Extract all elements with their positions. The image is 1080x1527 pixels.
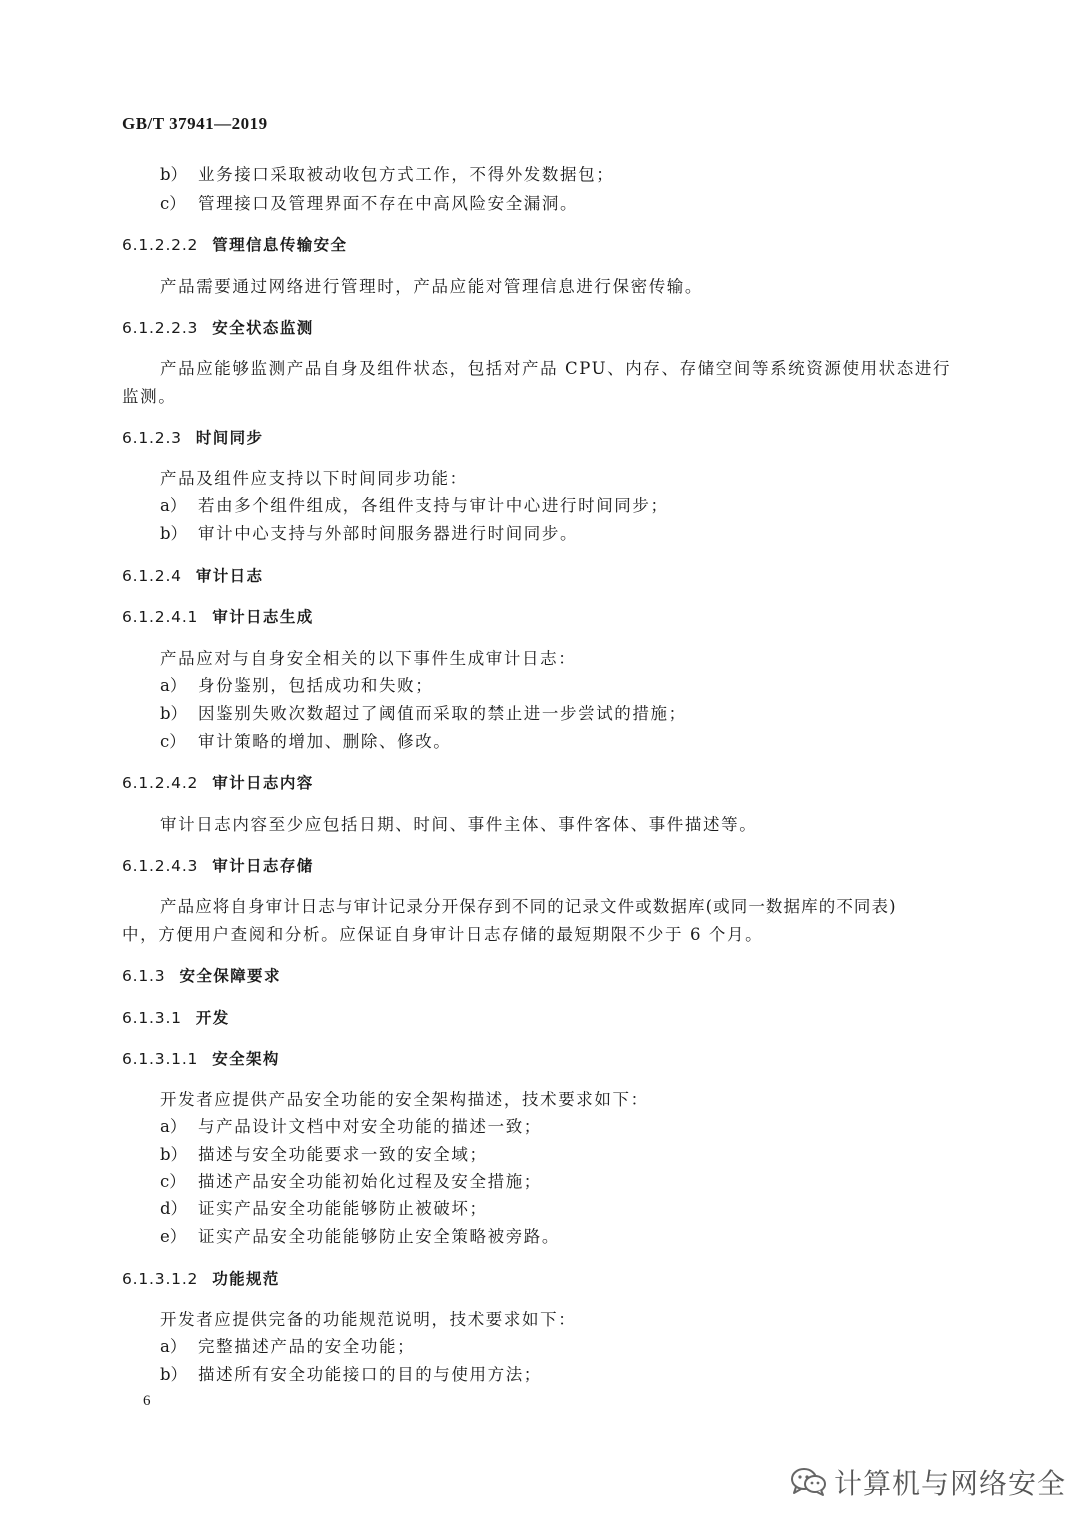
paragraph-continued: 中，方便用户查阅和分析。应保证自身审计日志存储的最短期限不少于 6 个月。: [122, 925, 764, 944]
list-text: 描述与安全功能要求一致的安全域；: [198, 1145, 488, 1164]
list-item: [160, 1198, 488, 1220]
list-label: b）: [160, 704, 188, 723]
list-item: [160, 495, 669, 517]
list-item: [160, 703, 687, 725]
list-item: [160, 164, 614, 186]
list-text: 因鉴别失败次数超过了阈值而采取的禁止进一步尝试的措施；: [198, 704, 687, 723]
section-title: 审计日志存储: [212, 857, 314, 875]
paragraph: 审计日志内容至少应包括日期、时间、事件主体、事件客体、事件描述等。: [160, 815, 758, 834]
list-label: a）: [160, 676, 187, 695]
list-item: [160, 731, 451, 753]
section-number: 6.1.3.1.1: [122, 1050, 199, 1068]
wechat-icon: [790, 1466, 828, 1498]
watermark-text: 计算机与网络安全: [834, 1467, 1067, 1500]
section-title: 安全状态监测: [212, 319, 314, 337]
list-label: c）: [160, 194, 186, 213]
list-label: e）: [160, 1227, 187, 1246]
section-title: 管理信息传输安全: [212, 236, 348, 254]
list-label: a）: [160, 1117, 187, 1136]
section-title: 时间同步: [195, 429, 264, 447]
section-number: 6.1.2.3: [122, 429, 182, 447]
list-item: [160, 1226, 560, 1248]
section-number: 6.1.2.2.2: [122, 236, 199, 254]
paragraph: 开发者应提供产品安全功能的安全架构描述，技术要求如下：: [160, 1090, 649, 1109]
list-item: [160, 1364, 542, 1386]
section-heading: [122, 1007, 230, 1029]
list-text: 管理接口及管理界面不存在中高风险安全漏洞。: [198, 194, 579, 213]
paragraph: 产品应对与自身安全相关的以下事件生成审计日志：: [160, 649, 577, 668]
list-text: 审计中心支持与外部时间服务器进行时间同步。: [198, 524, 579, 543]
list-text: 描述产品安全功能初始化过程及安全措施；: [198, 1172, 542, 1191]
list-item: [160, 1171, 542, 1193]
section-heading: [122, 855, 314, 877]
list-label: a）: [160, 1337, 187, 1356]
list-label: b）: [160, 1145, 188, 1164]
paragraph-continued: 监测。: [122, 387, 177, 406]
list-label: b）: [160, 165, 188, 184]
section-heading: [122, 1268, 280, 1290]
section-heading: [122, 427, 263, 449]
paragraph: 开发者应提供完备的功能规范说明，技术要求如下：: [160, 1310, 577, 1329]
list-text: 审计策略的增加、删除、修改。: [198, 732, 452, 751]
section-heading: [122, 606, 314, 628]
section-number: 6.1.2.4: [122, 567, 182, 585]
section-number: 6.1.2.4.2: [122, 774, 199, 792]
paragraph: 产品需要通过网络进行管理时，产品应能对管理信息进行保密传输。: [160, 277, 703, 296]
list-item: [160, 1336, 415, 1358]
section-title: 审计日志: [195, 567, 264, 585]
section-title: 审计日志内容: [212, 774, 314, 792]
list-text: 身份鉴别，包括成功和失败；: [198, 676, 434, 695]
standard-number: GB/T 37941—2019: [122, 114, 268, 133]
list-text: 完整描述产品的安全功能；: [198, 1337, 416, 1356]
section-number: 6.1.3.1.2: [122, 1270, 199, 1288]
list-text: 描述所有安全功能接口的目的与使用方法；: [198, 1365, 542, 1384]
section-heading: [122, 565, 263, 587]
list-label: c）: [160, 1172, 186, 1191]
section-heading: [122, 772, 314, 794]
page-number: 6: [143, 1393, 151, 1409]
section-title: 安全架构: [212, 1050, 280, 1068]
section-number: 6.1.3.1: [122, 1009, 182, 1027]
section-number: 6.1.2.4.3: [122, 857, 199, 875]
list-item: [160, 675, 433, 697]
section-number: 6.1.2.4.1: [122, 608, 199, 626]
list-text: 业务接口采取被动收包方式工作，不得外发数据包；: [198, 165, 615, 184]
section-title: 功能规范: [212, 1270, 280, 1288]
section-heading: [122, 1048, 280, 1070]
section-title: 开发: [195, 1009, 230, 1027]
list-item: [160, 1116, 542, 1138]
list-label: c）: [160, 732, 186, 751]
list-item: [160, 523, 578, 545]
list-label: a）: [160, 496, 187, 515]
section-number: 6.1.2.2.3: [122, 319, 199, 337]
list-item: [160, 1144, 488, 1166]
list-label: b）: [160, 524, 188, 543]
list-text: 若由多个组件组成，各组件支持与审计中心进行时间同步；: [198, 496, 669, 515]
paragraph: 产品应将自身审计日志与审计记录分开保存到不同的记录文件或数据库(或同一数据库的不同表): [160, 897, 897, 916]
section-heading: [122, 317, 314, 339]
paragraph: 产品应能够监测产品自身及组件状态，包括对产品 CPU、内存、存储空间等系统资源使用状态进行: [160, 359, 952, 378]
section-heading: [122, 965, 281, 987]
list-text: 证实产品安全功能能够防止安全策略被旁路。: [198, 1227, 560, 1246]
list-label: d）: [160, 1199, 188, 1218]
section-title: 审计日志生成: [212, 608, 314, 626]
list-item: [160, 193, 578, 215]
paragraph: 产品及组件应支持以下时间同步功能：: [160, 469, 468, 488]
watermark: [790, 1460, 1066, 1504]
list-label: b）: [160, 1365, 188, 1384]
list-text: 与产品设计文档中对安全功能的描述一致；: [198, 1117, 542, 1136]
list-text: 证实产品安全功能能够防止被破坏；: [198, 1199, 488, 1218]
section-heading: [122, 234, 347, 256]
section-title: 安全保障要求: [179, 967, 281, 985]
section-number: 6.1.3: [122, 967, 166, 985]
